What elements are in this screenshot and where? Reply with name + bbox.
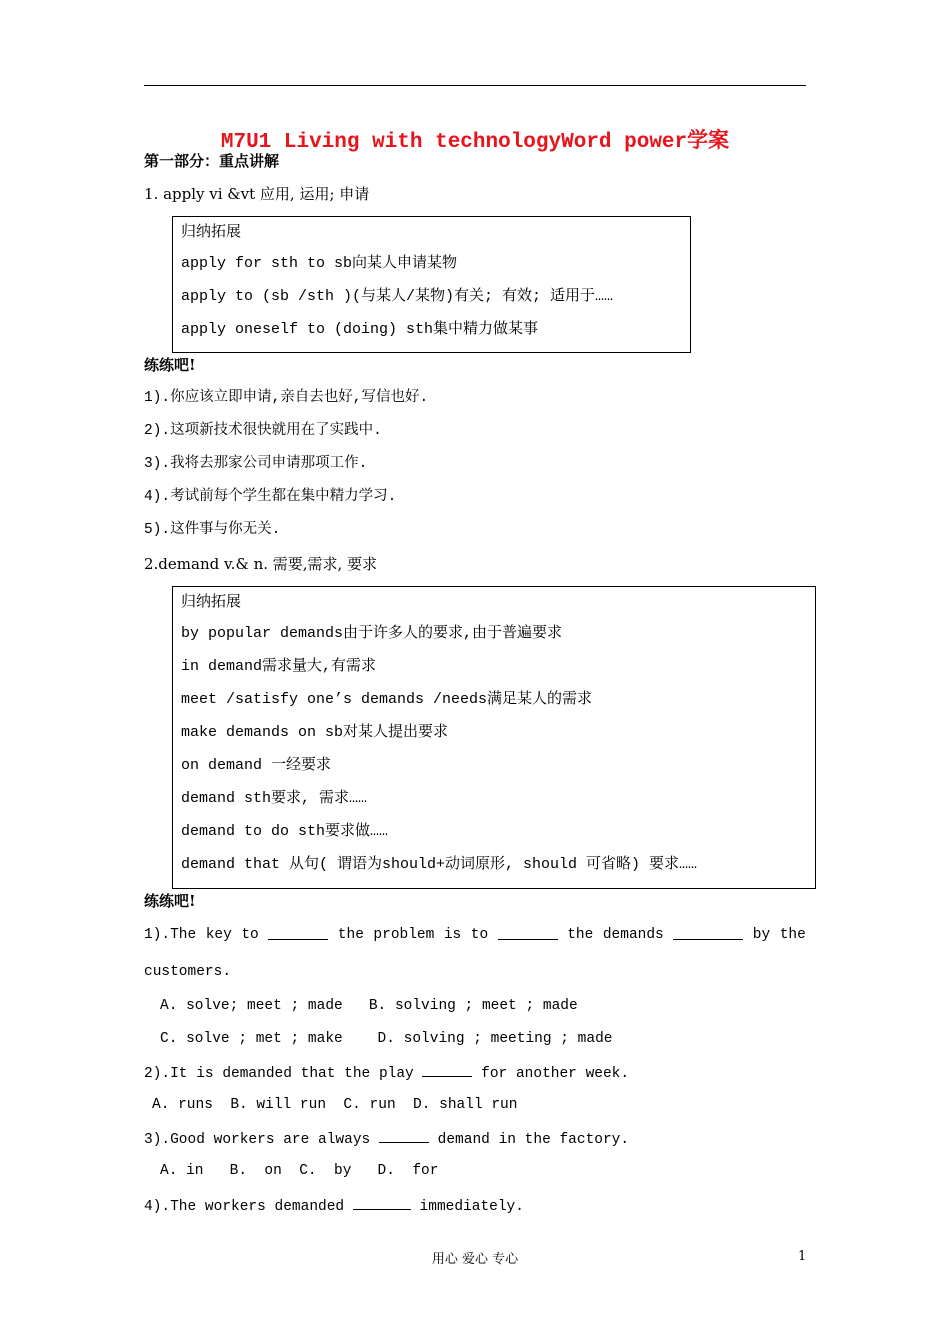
answer-blank [498, 925, 558, 940]
q-word: the [567, 927, 594, 943]
q1-options-ab: A. solve; meet ; made B. solving ; meet ; made [160, 998, 578, 1014]
box-title: 归纳拓展 [181, 592, 242, 610]
page-footer: 用心 爱心 专心 [431, 1252, 519, 1267]
part1-heading: 第一部分：重点讲解 [144, 152, 280, 170]
practice-item: 1).你应该立即申请,亲自去也好,写信也好. [144, 390, 429, 406]
page-number: 1 [798, 1249, 807, 1264]
box-title: 归纳拓展 [181, 222, 242, 240]
item2-summary-box [172, 586, 816, 889]
box-line: apply for sth to sb向某人申请某物 [181, 255, 458, 272]
question-4 [144, 1195, 524, 1217]
answer-blank [268, 925, 328, 940]
question-1-cont: customers. [144, 964, 232, 980]
box-line: by popular demands由于许多人的要求,由于普遍要求 [181, 625, 563, 642]
q-text: 3).Good workers are always [144, 1132, 379, 1148]
q-text: for another week. [472, 1066, 630, 1082]
question-3 [144, 1128, 629, 1150]
question-1 [144, 925, 806, 945]
box-line: demand to do sth要求做…… [181, 823, 389, 840]
q-text: demand in the factory. [428, 1132, 630, 1148]
q-word: is [443, 927, 462, 943]
box-line: in demand需求量大,有需求 [181, 658, 377, 675]
q-word: by [752, 927, 771, 943]
practice-item: 5).这件事与你无关. [144, 522, 281, 538]
practice-label: 练练吧! [144, 892, 196, 910]
box-line: demand that 从句( 谓语为should+动词原形, should 可省略) 要求…… [181, 856, 698, 873]
box-line: make demands on sb对某人提出要求 [181, 724, 449, 741]
q3-options: A. in B. on C. by D. for [160, 1163, 439, 1179]
q-text: 2).It is demanded that the play [144, 1066, 423, 1082]
item2-heading: 2.demand v.& n. 需要,需求, 要求 [144, 555, 378, 573]
box-line: apply oneself to (doing) sth集中精力做某事 [181, 321, 539, 338]
page-title: M7U1 Living with technologyWord power学案 [220, 131, 730, 154]
item1-heading: 1. apply vi &vt 应用, 运用; 申请 [144, 185, 370, 203]
header-rule [144, 85, 806, 86]
q-word: demands [602, 927, 664, 943]
practice-item: 3).我将去那家公司申请那项工作. [144, 456, 368, 472]
answer-blank [353, 1195, 411, 1210]
q-word: the [779, 927, 806, 943]
box-line: apply to (sb /sth )(与某人/某物)有关; 有效; 适用于…… [181, 288, 614, 305]
practice-item: 2).这项新技术很快就用在了实践中. [144, 423, 382, 439]
answer-blank [379, 1128, 429, 1143]
answer-blank [422, 1062, 472, 1077]
q-word: 1).The [144, 927, 197, 943]
q-text: 4).The workers demanded [144, 1199, 353, 1215]
item1-summary-box [172, 216, 691, 353]
q-word: key [205, 927, 232, 943]
practice-item: 4).考试前每个学生都在集中精力学习. [144, 489, 397, 505]
q-text: immediately. [410, 1199, 524, 1215]
q2-options: A. runs B. will run C. run D. shall run [152, 1097, 518, 1113]
answer-blank [673, 925, 743, 940]
box-line: on demand 一经要求 [181, 757, 332, 774]
practice-label: 练练吧! [144, 356, 196, 374]
q-word: to [470, 927, 489, 943]
question-2 [144, 1062, 629, 1084]
q1-options-cd: C. solve ; met ; make D. solving ; meeting ; made [160, 1031, 613, 1047]
q-word: the [337, 927, 364, 943]
q-word: problem [373, 927, 435, 943]
q-word: to [241, 927, 259, 943]
box-line: meet /satisfy one’s demands /needs满足某人的需求 [181, 691, 593, 708]
box-line: demand sth要求, 需求…… [181, 790, 368, 807]
